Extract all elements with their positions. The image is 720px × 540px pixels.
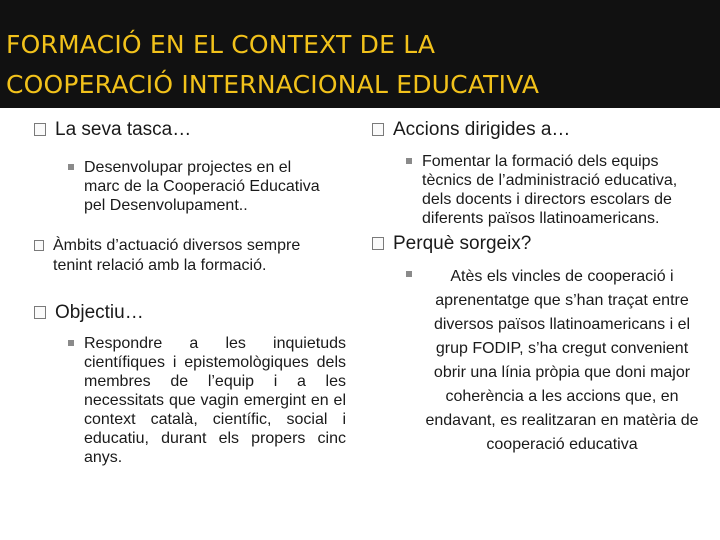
- title-bar: [0, 0, 720, 108]
- tasca-bullet: [68, 158, 346, 215]
- square-bullet-icon: [406, 158, 412, 164]
- checkbox-bullet-icon: [34, 306, 46, 319]
- objectiu-bullet: [68, 334, 346, 467]
- perque-heading: [372, 232, 702, 255]
- square-bullet-icon: [406, 271, 412, 277]
- square-bullet-icon: [68, 164, 74, 170]
- left-column: [34, 118, 346, 467]
- accions-heading: [372, 118, 702, 141]
- tasca-heading-text: La seva tasca…: [55, 119, 192, 140]
- accions-heading-text: Accions dirigides a…: [393, 119, 571, 140]
- checkbox-bullet-icon: [372, 237, 384, 250]
- perque-bullet: [406, 265, 702, 457]
- ambits-text: Àmbits d’actuació diversos sempre tenint relació amb la formació.: [53, 237, 301, 274]
- slide-title-line-1: FORMACIÓ EN EL CONTEXT DE LA: [6, 30, 436, 59]
- checkbox-bullet-icon: [34, 123, 46, 136]
- objectiu-heading: [34, 301, 346, 324]
- objectiu-heading-text: Objectiu…: [55, 302, 144, 323]
- tasca-bullet-text: Desenvolupar projectes en el marc de la Cooperació Educativa pel Desenvolupament..: [84, 159, 320, 214]
- checkbox-bullet-icon: [34, 240, 44, 251]
- square-bullet-icon: [68, 340, 74, 346]
- objectiu-bullet-text: Respondre a les inquietuds científiques i epistemològiques dels membres de l’equip i a les necessitats que vagin emergint en el context català, científic, social i educatiu, durant els propers cinc anys.: [84, 335, 346, 466]
- checkbox-bullet-icon: [372, 123, 384, 136]
- accions-bullet: [406, 152, 702, 228]
- tasca-heading: [34, 118, 346, 141]
- right-column: [372, 118, 702, 457]
- perque-bullet-text: Atès els vincles de cooperació i aprenentatge que s’han traçat entre diversos països llatinoamericans i el grup FODIP, s’ha cregut convenient obrir una línia pròpia que doni major coherència a les accions que, en endavant, es realitzaran en matèria de cooperació educativa: [425, 268, 699, 453]
- slide-title-line-2: COOPERACIÓ INTERNACIONAL EDUCATIVA: [6, 70, 540, 99]
- ambits-item: [34, 236, 346, 276]
- perque-heading-text: Perquè sorgeix?: [393, 233, 532, 254]
- accions-bullet-text: Fomentar la formació dels equips tècnics de l’administració educativa, dels docents i directors escolars de diferents països llatinoamericans.: [422, 153, 678, 227]
